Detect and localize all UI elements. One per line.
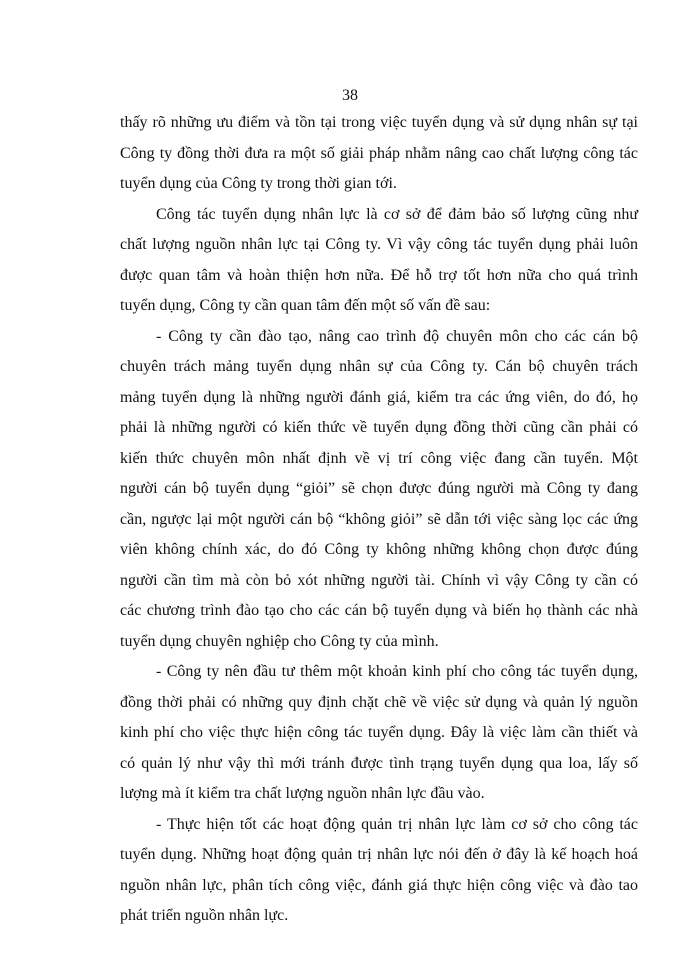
text-line: chất lượng nguồn nhân lực tại Công ty. Vì vậy công tác tuyển dụng phải luôn bbox=[120, 236, 638, 253]
text-line: người cần tìm mà còn bỏ xót những người tài. Chính vì vậy Công ty cần có bbox=[120, 571, 638, 589]
text-line: Công ty đồng thời đưa ra một số giải pháp nhằm nâng cao chất lượng công tác bbox=[120, 144, 638, 162]
text-line: tuyển dụng. Những hoạt động quản trị nhân lực nói đến ở đây là kế hoạch hoá bbox=[120, 846, 638, 863]
text-line: mảng tuyển dụng là những người đánh giá, kiểm tra các ứng viên, do đó, họ bbox=[120, 388, 638, 406]
text-line: tuyển dụng chuyên nghiệp cho Công ty của mình. bbox=[120, 632, 439, 650]
text-line: - Công ty cần đào tạo, nâng cao trình độ chuyên môn cho các cán bộ bbox=[156, 327, 638, 345]
text-line: nguồn nhân lực, phân tích công việc, đánh giá thực hiện công việc và đào tao bbox=[120, 876, 638, 894]
text-line: tuyển dụng, Công ty cần quan tâm đến một số vấn đề sau: bbox=[120, 297, 491, 314]
page-number: 38 bbox=[342, 87, 358, 104]
text-line: viên không chính xác, do đó Công ty không những không chọn được đúng bbox=[120, 541, 638, 558]
text-line: người cán bộ tuyển dụng “giỏi” sẽ chọn được đúng người mà Công ty đang bbox=[120, 480, 638, 497]
text-line: lượng mà ít kiểm tra chất lượng nguồn nhân lực đầu vào. bbox=[120, 785, 485, 802]
text-line: có quản lý như vậy thì mới tránh được tình trạng tuyển dụng qua loa, lấy số bbox=[120, 754, 638, 772]
text-line: - Công ty nên đầu tư thêm một khoản kinh phí cho công tác tuyển dụng, bbox=[156, 663, 638, 680]
text-line: các chương trình đào tạo cho các cán bộ tuyển dụng và biến họ thành các nhà bbox=[120, 602, 638, 619]
text-line: cần, ngược lại một người cán bộ “không giỏi” sẽ dẫn tới việc sàng lọc các ứng bbox=[120, 510, 638, 528]
text-line: được quan tâm và hoàn thiện hơn nữa. Để hỗ trợ tốt hơn nữa cho quá trình bbox=[120, 266, 638, 284]
text-line: - Thực hiện tốt các hoạt động quản trị nhân lực làm cơ sở cho công tác bbox=[156, 815, 638, 833]
text-line: kiến thức chuyên môn nhất định về vị trí công việc đang cần tuyển. Một bbox=[120, 449, 638, 467]
text-line: thấy rõ những ưu điểm và tồn tại trong việc tuyển dụng và sử dụng nhân sự tại bbox=[120, 114, 638, 131]
text-line: phát triển nguồn nhân lực. bbox=[120, 907, 289, 924]
text-line: phải là những người có kiến thức về tuyển dụng đồng thời cũng cần phải có bbox=[120, 419, 638, 436]
text-line: kinh phí cho việc thực hiện công tác tuyển dụng. Đây là việc làm cần thiết và bbox=[120, 724, 638, 741]
text-line: tuyển dụng của Công ty trong thời gian tới. bbox=[120, 175, 397, 192]
body-text bbox=[120, 108, 638, 932]
text-line: chuyên trách mảng tuyển dụng nhân sự của Công ty. Cán bộ chuyên trách bbox=[120, 358, 638, 375]
text-line: Công tác tuyển dụng nhân lực là cơ sở để đảm bảo số lượng cũng như bbox=[156, 205, 638, 223]
text-line: đồng thời phải có những quy định chặt chẽ về việc sử dụng và quản lý nguồn bbox=[120, 693, 638, 711]
